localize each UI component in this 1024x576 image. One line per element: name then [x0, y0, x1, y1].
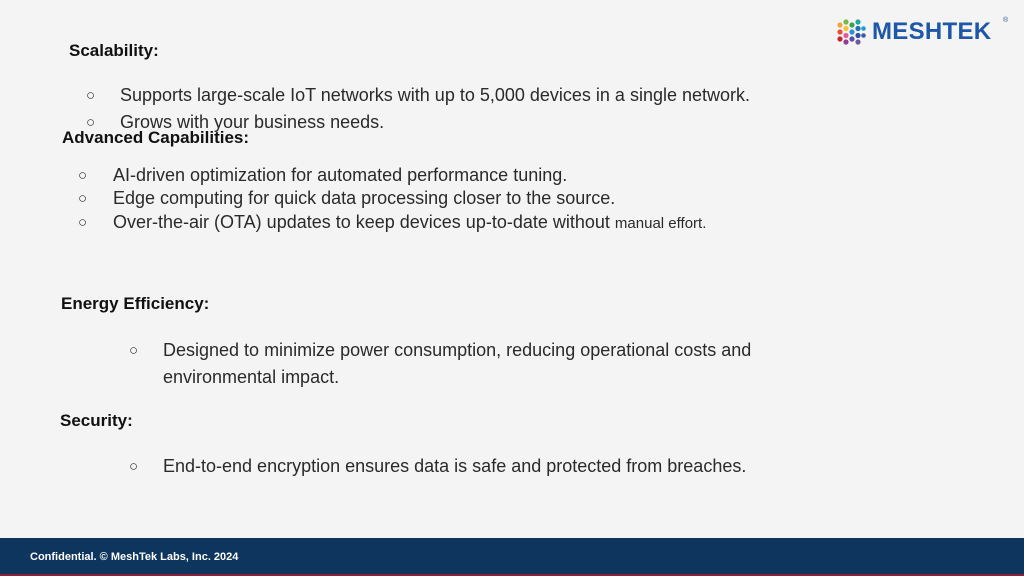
bullet-icon: ○	[86, 87, 96, 104]
heading-energy-efficiency: Energy Efficiency:	[61, 294, 210, 313]
logo-dots-icon	[836, 19, 866, 45]
registered-mark: ®	[1003, 17, 1009, 24]
scalability-item-2: Grows with your business needs.	[120, 112, 385, 132]
bullet-icon: ○	[78, 214, 88, 231]
meshtek-logo	[836, 17, 1011, 47]
advanced-item-1: AI-driven optimization for automated performance tuning.	[113, 165, 568, 185]
energy-item-1-line-2: environmental impact.	[163, 367, 340, 387]
bullet-icon: ○	[86, 114, 96, 131]
advanced-item-3	[113, 212, 706, 233]
logo-wordmark: MESHTEK	[872, 18, 992, 45]
advanced-item-3-suffix: manual effort.	[614, 215, 707, 232]
bullet-icon: ○	[129, 458, 139, 475]
advanced-item-2: Edge computing for quick data processing closer to the source.	[113, 188, 616, 208]
bullet-icon: ○	[78, 167, 88, 184]
heading-advanced-capabilities: Advanced Capabilities:	[62, 128, 250, 147]
footer-bar	[0, 538, 1024, 576]
scalability-item-1: Supports large-scale IoT networks with up to 5,000 devices in a single network.	[120, 85, 750, 105]
footer-copyright: Confidential. © MeshTek Labs, Inc. 2024	[30, 551, 239, 563]
bullet-icon: ○	[129, 342, 139, 359]
advanced-item-3-main: Over-the-air (OTA) updates to keep devices up-to-date without	[113, 212, 610, 232]
heading-security: Security:	[60, 411, 133, 430]
energy-item-1-line-1: Designed to minimize power consumption, reducing operational costs and	[163, 340, 752, 360]
security-item-1: End-to-end encryption ensures data is safe and protected from breaches.	[163, 456, 747, 476]
bullet-icon: ○	[78, 190, 88, 207]
heading-scalability: Scalability:	[69, 41, 159, 60]
